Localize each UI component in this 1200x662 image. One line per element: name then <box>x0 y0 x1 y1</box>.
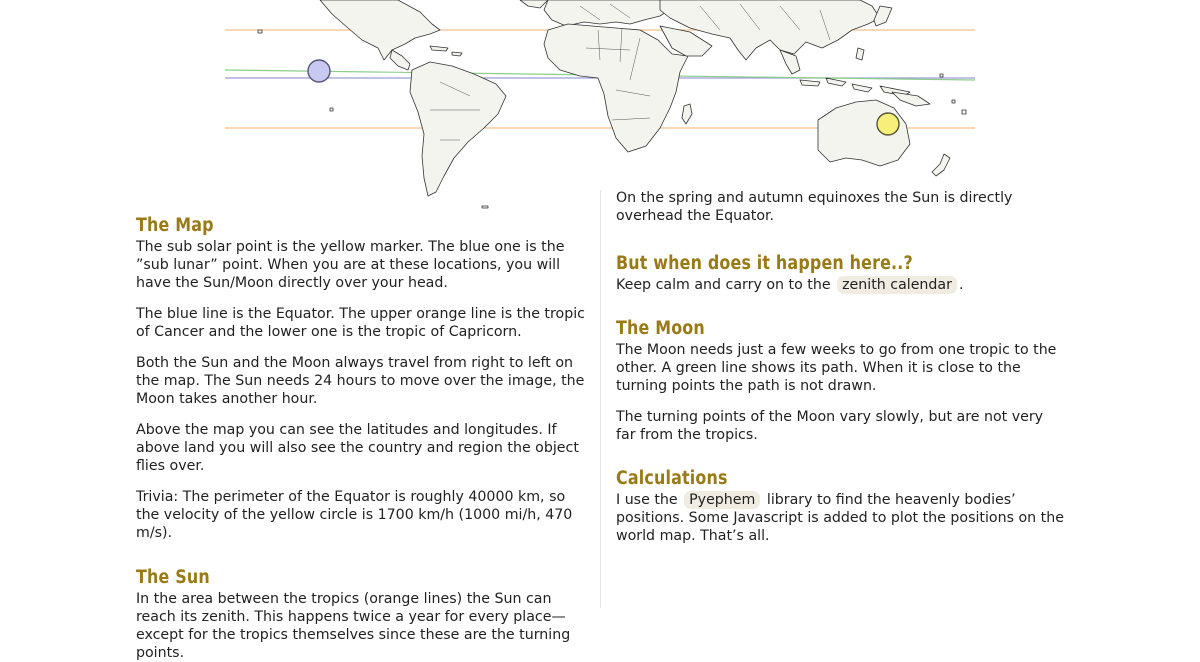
new-guinea-shape <box>892 92 930 106</box>
map-paragraph-5: Trivia: The perimeter of the Equator is roughly 40000 km, so the velocity of the yellow circle is 1700 km/h (1000 mi/h, 470 m/s). <box>136 489 573 541</box>
continents <box>258 0 966 208</box>
calculations-paragraph <box>616 491 1066 545</box>
madagascar-shape <box>682 104 692 124</box>
map-paragraph-1: The sub solar point is the yellow marker. The blue one is the ”sub lunar” point. When you are at these locations, you will have the Sun/Moon directly over your head. <box>136 239 565 291</box>
new-zealand-shape <box>932 154 950 176</box>
map-paragraph-3: Both the Sun and the Moon always travel from right to left on the map. The Sun needs 24 hours to move over the image, the Moon takes another hour. <box>136 355 585 407</box>
map-paragraph-4: Above the map you can see the latitudes and longitudes. If above land you will also see the country and region the object flies over. <box>136 422 579 474</box>
heading-calculations: Calculations <box>616 468 728 489</box>
when-text-before: Keep calm and carry on to the <box>616 277 831 293</box>
right-column <box>616 189 1066 545</box>
greenland-shape <box>520 0 548 8</box>
philippines-islands <box>856 48 864 60</box>
southeast-asia-shape <box>780 50 800 74</box>
heading-when-here: But when does it happen here..? <box>616 253 913 274</box>
pyephem-link[interactable]: Pyephem <box>684 491 760 509</box>
calc-text-before: I use the <box>616 492 678 508</box>
world-map <box>0 0 1200 215</box>
africa-shape <box>544 24 688 152</box>
when-paragraph <box>616 276 1066 294</box>
central-america-shape <box>390 50 410 70</box>
caribbean-islands <box>430 46 462 56</box>
south-america-shape <box>410 62 506 196</box>
japan-shape <box>874 6 892 26</box>
europe-shape <box>544 0 672 26</box>
column-divider <box>600 190 601 608</box>
when-text-after: . <box>958 277 964 293</box>
sun-paragraph-1: In the area between the tropics (orange lines) the Sun can reach its zenith. This happens twice a year for every place—except for the tropics themselves since these are the turning points. <box>136 591 571 661</box>
australia-shape <box>818 100 910 166</box>
heading-the-sun: The Sun <box>136 567 210 588</box>
moon-marker <box>308 60 330 82</box>
heading-the-moon: The Moon <box>616 318 705 339</box>
sun-marker <box>877 113 899 135</box>
moon-paragraph-2: The turning points of the Moon vary slowly, but are not very far from the tropics. <box>616 409 1044 443</box>
heading-the-map: The Map <box>136 215 214 236</box>
moon-paragraph-1: The Moon needs just a few weeks to go from one tropic to the other. A green line shows its path. When it is close to the turning points the path is not drawn. <box>616 342 1057 394</box>
equinox-paragraph: On the spring and autumn equinoxes the Sun is directly overhead the Equator. <box>616 190 1013 224</box>
left-column <box>136 214 586 662</box>
map-paragraph-2: The blue line is the Equator. The upper orange line is the tropic of Cancer and the lower one is the tropic of Capricorn. <box>136 306 585 340</box>
calc-text-after: library to find the heavenly bodies’ positions. Some Javascript is added to plot the positions on the world map. That’s all. <box>616 492 1064 544</box>
zenith-calendar-link[interactable]: zenith calendar <box>837 276 957 294</box>
